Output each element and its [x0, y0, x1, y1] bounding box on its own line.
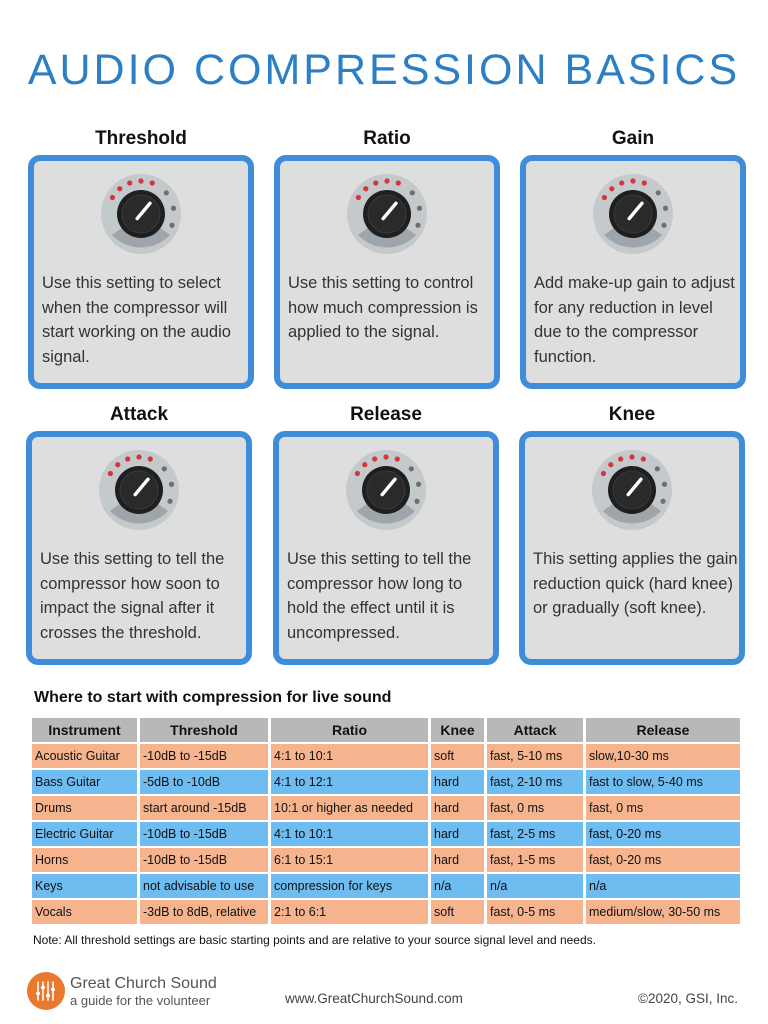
knob-icon — [98, 449, 180, 531]
cell-attack: fast, 0-5 ms — [487, 900, 583, 924]
cell-knee: hard — [431, 796, 484, 820]
cell-knee: soft — [431, 900, 484, 924]
cell-release: fast, 0 ms — [586, 796, 740, 820]
cell-ratio: 10:1 or higher as needed — [271, 796, 428, 820]
cell-ratio: 6:1 to 15:1 — [271, 848, 428, 872]
card-text: Use this setting to tell the compressor how long to hold the effect until it is uncompressed. — [287, 550, 472, 642]
table-row — [32, 900, 740, 924]
card-text: Use this setting to control how much compression is applied to the signal. — [288, 274, 478, 341]
cell-release: fast to slow, 5-40 ms — [586, 770, 740, 794]
page-title: AUDIO COMPRESSION BASICS — [27, 46, 741, 94]
copyright: ©2020, GSI, Inc. — [638, 991, 738, 1006]
card-label-threshold: Threshold — [95, 128, 187, 149]
cell-instrument: Electric Guitar — [32, 822, 137, 846]
card-ratio — [274, 155, 500, 389]
card-label-gain: Gain — [611, 128, 655, 149]
header-attack: Attack — [487, 718, 583, 742]
cell-release: fast, 0-20 ms — [586, 822, 740, 846]
cell-release: fast, 0-20 ms — [586, 848, 740, 872]
cell-ratio: 4:1 to 10:1 — [271, 744, 428, 768]
card-gain — [520, 155, 746, 389]
table-title: Where to start with compression for live sound — [34, 689, 392, 706]
website-link[interactable]: www.GreatChurchSound.com — [285, 991, 463, 1006]
knob-icon — [591, 449, 673, 531]
table-row — [32, 796, 740, 820]
cell-threshold: -10dB to -15dB — [140, 744, 268, 768]
brand-name: Great Church Sound — [70, 975, 217, 992]
card-knee — [519, 431, 745, 665]
card-label-knee: Knee — [608, 404, 656, 425]
cell-release: medium/slow, 30-50 ms — [586, 900, 740, 924]
cell-threshold: -3dB to 8dB, relative — [140, 900, 268, 924]
cell-threshold: -10dB to -15dB — [140, 822, 268, 846]
cell-knee: hard — [431, 822, 484, 846]
card-threshold — [28, 155, 254, 389]
sound-board-logo-icon — [27, 972, 65, 1010]
header-instrument: Instrument — [32, 718, 137, 742]
cell-knee: hard — [431, 848, 484, 872]
cell-instrument: Vocals — [32, 900, 137, 924]
cell-ratio: 2:1 to 6:1 — [271, 900, 428, 924]
card-text: Use this setting to select when the compressor will start working on the audio signal. — [42, 274, 231, 366]
cell-knee: soft — [431, 744, 484, 768]
cell-knee: n/a — [431, 874, 484, 898]
cell-instrument: Drums — [32, 796, 137, 820]
card-text: This setting applies the gain reduction quick (hard knee) or gradually (soft knee). — [533, 550, 738, 617]
cell-ratio: 4:1 to 10:1 — [271, 822, 428, 846]
cell-attack: fast, 2-5 ms — [487, 822, 583, 846]
card-label-ratio: Ratio — [363, 128, 411, 149]
table-row — [32, 874, 740, 898]
cell-ratio: 4:1 to 12:1 — [271, 770, 428, 794]
header-threshold: Threshold — [140, 718, 268, 742]
cell-attack: fast, 2-10 ms — [487, 770, 583, 794]
cell-threshold: start around -15dB — [140, 796, 268, 820]
table-row — [32, 744, 740, 768]
cell-instrument: Keys — [32, 874, 137, 898]
card-text: Add make-up gain to adjust for any reduction in level due to the compressor function. — [534, 274, 735, 366]
card-label-release: Release — [350, 404, 422, 425]
cell-threshold: -10dB to -15dB — [140, 848, 268, 872]
cell-attack: fast, 5-10 ms — [487, 744, 583, 768]
table-header-row — [32, 718, 740, 742]
brand-tagline: a guide for the volunteer — [70, 993, 211, 1008]
knob-icon — [346, 173, 428, 255]
cell-release: slow,10-30 ms — [586, 744, 740, 768]
cell-attack: n/a — [487, 874, 583, 898]
cell-instrument: Bass Guitar — [32, 770, 137, 794]
knob-icon — [100, 173, 182, 255]
cell-instrument: Acoustic Guitar — [32, 744, 137, 768]
table-note: Note: All threshold settings are basic starting points and are relative to your source signal level and needs. — [33, 933, 596, 947]
cell-attack: fast, 1-5 ms — [487, 848, 583, 872]
table-row — [32, 770, 740, 794]
cell-threshold: -5dB to -10dB — [140, 770, 268, 794]
knob-icon — [592, 173, 674, 255]
knob-icon — [345, 449, 427, 531]
table-row — [32, 822, 740, 846]
cell-attack: fast, 0 ms — [487, 796, 583, 820]
cell-ratio: compression for keys — [271, 874, 428, 898]
cell-threshold: not advisable to use — [140, 874, 268, 898]
header-ratio: Ratio — [271, 718, 428, 742]
header-release: Release — [586, 718, 740, 742]
cell-instrument: Horns — [32, 848, 137, 872]
card-attack — [26, 431, 252, 665]
cell-knee: hard — [431, 770, 484, 794]
header-knee: Knee — [431, 718, 484, 742]
card-label-attack: Attack — [109, 404, 169, 425]
table-row — [32, 848, 740, 872]
cell-release: n/a — [586, 874, 740, 898]
card-text: Use this setting to tell the compressor how soon to impact the signal after it crosses the threshold. — [40, 550, 225, 642]
card-release — [273, 431, 499, 665]
compression-table — [29, 716, 743, 926]
